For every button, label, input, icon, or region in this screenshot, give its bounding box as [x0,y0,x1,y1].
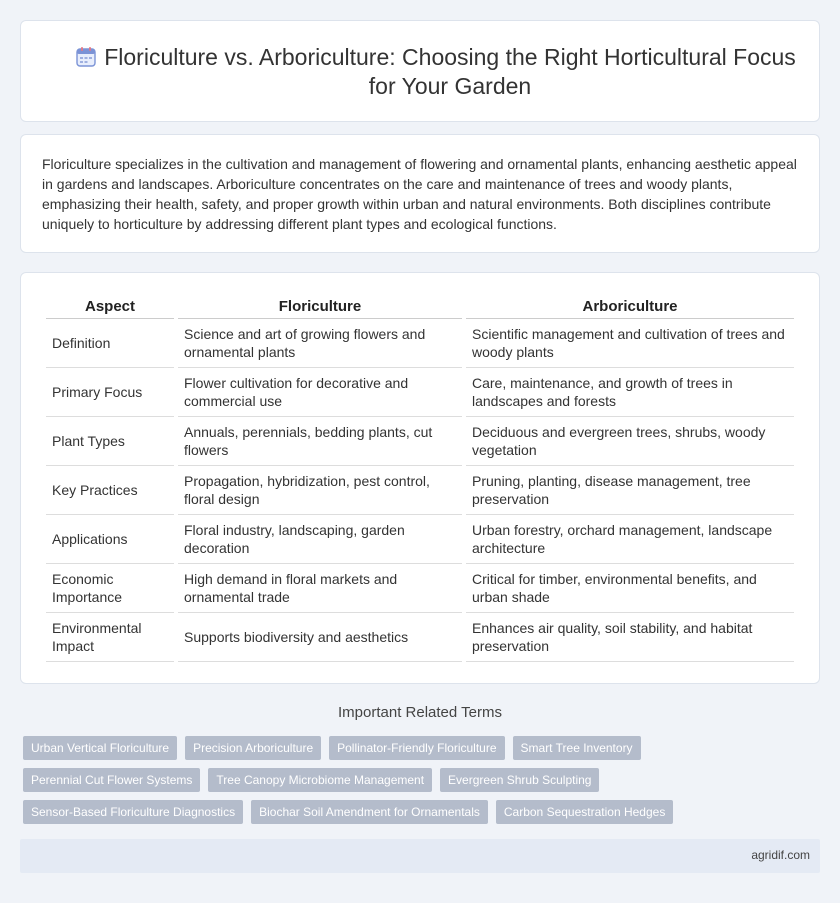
related-terms-heading: Important Related Terms [338,704,502,721]
term-tag[interactable]: Sensor-Based Floriculture Diagnostics [23,800,243,824]
comparison-table [42,295,798,662]
row-arboriculture: Pruning, planting, disease management, tree preservation [466,466,794,515]
row-floriculture: High demand in floral markets and ornamental trade [178,564,462,613]
footer-bar [20,839,820,873]
term-tag[interactable]: Precision Arboriculture [185,736,321,760]
row-arboriculture: Deciduous and evergreen trees, shrubs, woody vegetation [466,417,794,466]
comparison-table-card [20,272,820,684]
row-floriculture: Science and art of growing flowers and ornamental plants [178,319,462,368]
row-arboriculture: Critical for timber, environmental benefits, and urban shade [466,564,794,613]
table-row [46,417,794,466]
row-floriculture: Floral industry, landscaping, garden decoration [178,515,462,564]
footer-site-link[interactable]: agridif.com [751,848,810,862]
row-floriculture: Propagation, hybridization, pest control, floral design [178,466,462,515]
row-arboriculture: Scientific management and cultivation of trees and woody plants [466,319,794,368]
table-row [46,564,794,613]
table-row [46,368,794,417]
term-tag[interactable]: Biochar Soil Amendment for Ornamentals [251,800,488,824]
table-header-row [46,295,794,319]
term-tag[interactable]: Tree Canopy Microbiome Management [208,768,432,792]
intro-paragraph: Floriculture specializes in the cultivation and management of flowering and ornamental plants, enhancing aesthetic appeal in gardens and landscapes. Arboriculture concentrates on the care and maintenance of trees and woody plants, emphasizing their health, safety, and proper growth within urban and natural environments. Both disciplines contribute uniquely to horticulture by addressing different plant types and ecological functions. [42,156,797,232]
row-aspect: Economic Importance [46,564,174,613]
row-aspect: Plant Types [46,417,174,466]
related-terms-list [23,736,823,824]
page-title: Floriculture vs. Arboriculture: Choosing the Right Horticultural Focus for Your Garden [104,44,796,99]
term-tag[interactable]: Evergreen Shrub Sculpting [440,768,599,792]
table-row [46,466,794,515]
row-arboriculture: Enhances air quality, soil stability, and habitat preservation [466,613,794,662]
table-row [46,515,794,564]
row-arboriculture: Care, maintenance, and growth of trees in landscapes and forests [466,368,794,417]
term-tag[interactable]: Urban Vertical Floriculture [23,736,177,760]
row-aspect: Primary Focus [46,368,174,417]
row-aspect: Applications [46,515,174,564]
row-aspect: Environmental Impact [46,613,174,662]
row-floriculture: Annuals, perennials, bedding plants, cut flowers [178,417,462,466]
header-card [20,20,820,122]
table-row [46,613,794,662]
term-tag[interactable]: Carbon Sequestration Hedges [496,800,673,824]
row-floriculture: Supports biodiversity and aesthetics [178,613,462,662]
row-aspect: Definition [46,319,174,368]
row-floriculture: Flower cultivation for decorative and commercial use [178,368,462,417]
term-tag[interactable]: Pollinator-Friendly Floriculture [329,736,504,760]
column-header-floriculture: Floriculture [178,295,462,319]
row-aspect: Key Practices [46,466,174,515]
table-row [46,319,794,368]
column-header-aspect: Aspect [46,295,174,319]
row-arboriculture: Urban forestry, orchard management, landscape architecture [466,515,794,564]
column-header-arboriculture: Arboriculture [466,295,794,319]
term-tag[interactable]: Perennial Cut Flower Systems [23,768,200,792]
term-tag[interactable]: Smart Tree Inventory [513,736,641,760]
intro-card [20,134,820,253]
